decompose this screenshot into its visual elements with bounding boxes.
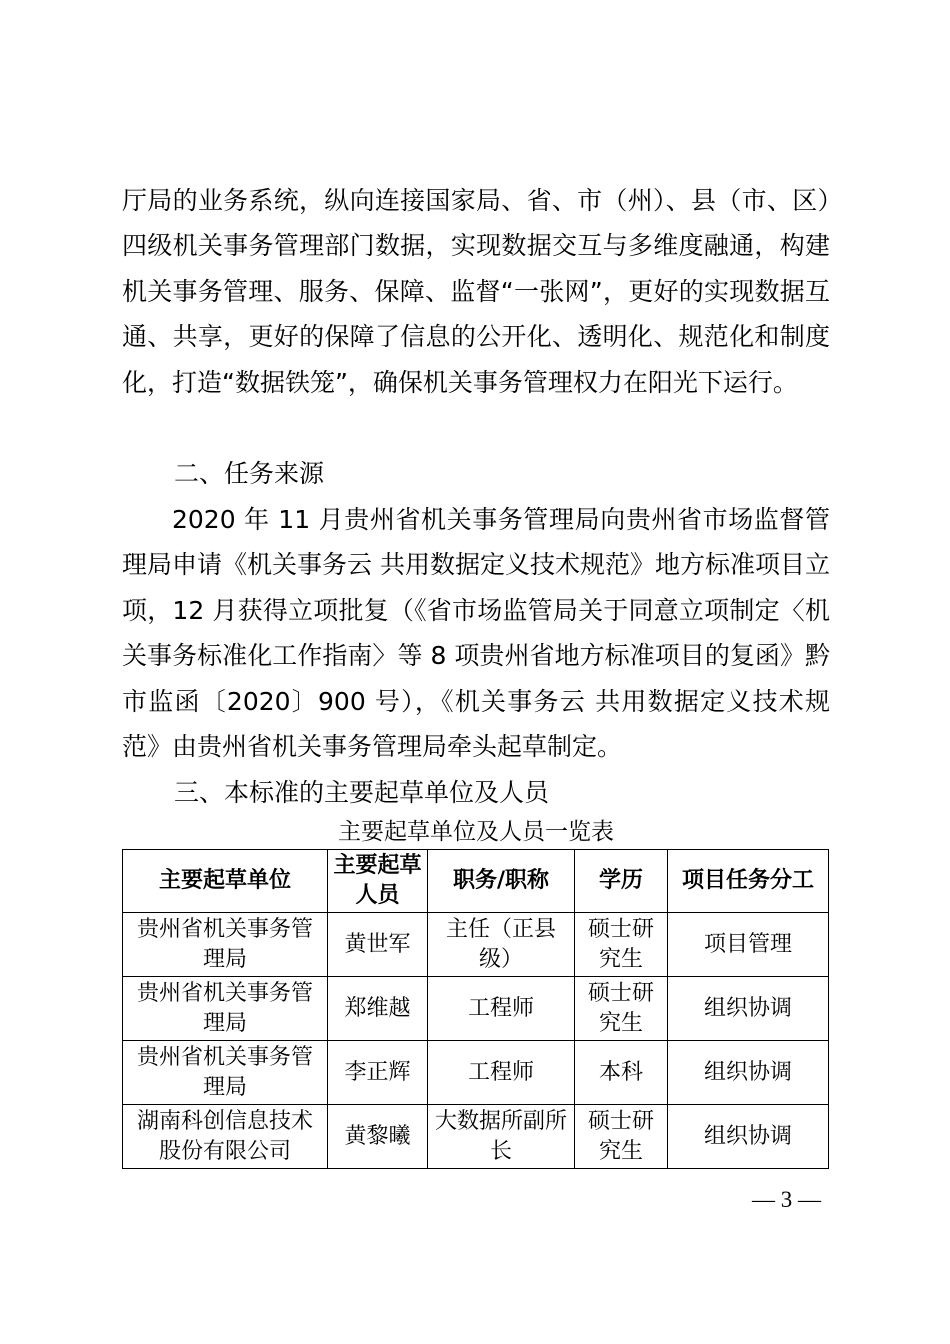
cell-task: 组织协调 <box>668 1105 829 1169</box>
cell-title: 大数据所副所长 <box>428 1105 575 1169</box>
cell-drafter: 李正辉 <box>328 1041 428 1105</box>
body-paragraph-1: 厅局的业务系统，纵向连接国家局、省、市（州）、县（市、区）四级机关事务管理部门数据，实现数据交互与多维度融通，构建机关事务管理、服务、保障、监督“一张网”，更好的实现数据互通、共享，更好的保障了信息的公开化、透明化、规范化和制度化，打造“数据铁笼”，确保机关事务管理权力在阳光下运行。 <box>122 186 830 397</box>
cell-drafter: 黄世军 <box>328 913 428 977</box>
cell-task: 项目管理 <box>668 913 829 977</box>
cell-title: 主任（正县级） <box>428 913 575 977</box>
header-title: 职务/职称 <box>428 850 575 913</box>
cell-task: 组织协调 <box>668 1041 829 1105</box>
table-row <box>123 1041 829 1105</box>
page-number: — 3 — <box>752 1187 821 1212</box>
header-task: 项目任务分工 <box>668 850 829 913</box>
body-paragraph-2: 2020 年 11 月贵州省机关事务管理局向贵州省市场监督管理局申请《机关事务云 共用数据定义技术规范》地方标准项目立项，12 月获得立项批复（《省市场监管局关于同意立项制定〈机关事务标准化工作指南〉等 8 项贵州省地方标准项目的复函》黔市监函〔2020〕900 号），《机关事务云 共用数据定义技术规范》由贵州省机关事务管理局牵头起草制定。 <box>122 505 830 762</box>
header-education: 学历 <box>575 850 668 913</box>
cell-unit: 湖南科创信息技术股份有限公司 <box>123 1105 328 1169</box>
cell-task: 组织协调 <box>668 977 829 1041</box>
cell-unit: 贵州省机关事务管理局 <box>123 913 328 977</box>
cell-unit: 贵州省机关事务管理局 <box>123 1041 328 1105</box>
cell-education: 硕士研究生 <box>575 977 668 1041</box>
table-header-row <box>123 850 829 913</box>
section-heading-task-source: 二、任务来源 <box>174 459 325 488</box>
cell-drafter: 黄黎曦 <box>328 1105 428 1169</box>
header-drafter: 主要起草人员 <box>328 850 428 913</box>
cell-education: 硕士研究生 <box>575 913 668 977</box>
table-row <box>123 977 829 1041</box>
table-row <box>123 1105 829 1169</box>
table-row <box>123 913 829 977</box>
header-unit: 主要起草单位 <box>123 850 328 913</box>
drafters-table <box>122 849 829 1169</box>
cell-unit: 贵州省机关事务管理局 <box>123 977 328 1041</box>
section-heading-drafters: 三、本标准的主要起草单位及人员 <box>174 778 550 807</box>
table-title: 主要起草单位及人员一览表 <box>338 819 614 845</box>
cell-title: 工程师 <box>428 1041 575 1105</box>
cell-drafter: 郑维越 <box>328 977 428 1041</box>
cell-education: 硕士研究生 <box>575 1105 668 1169</box>
cell-education: 本科 <box>575 1041 668 1105</box>
cell-title: 工程师 <box>428 977 575 1041</box>
